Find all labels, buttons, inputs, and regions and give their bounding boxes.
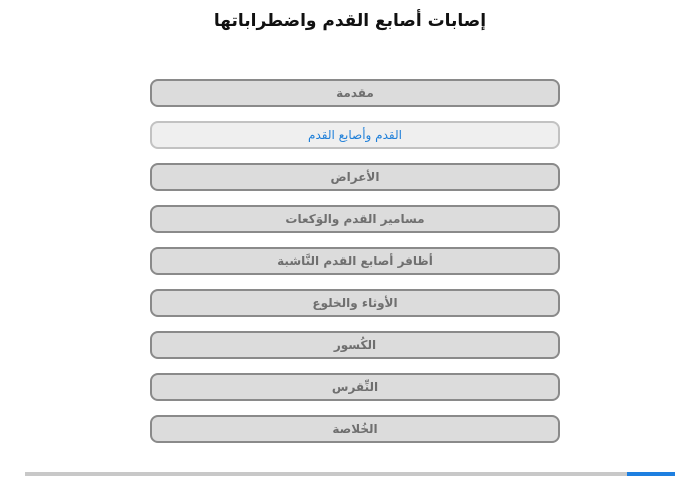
page-title: إصابات أصابع القدم واضطراباتها [213, 11, 487, 31]
menu-item-gout[interactable]: النِّقرس [150, 373, 560, 401]
progress-bar-fill [627, 472, 675, 476]
progress-bar [25, 472, 675, 476]
menu-item-corns-and-bunions[interactable]: مسامير القدم والوَكعات [150, 205, 560, 233]
menu-item-introduction[interactable]: مقدمة [150, 79, 560, 107]
menu-item-summary[interactable]: الخُلاصة [150, 415, 560, 443]
menu-item-foot-and-toes[interactable]: القدم وأصابع القدم [150, 121, 560, 149]
menu-item-symptoms[interactable]: الأعراض [150, 163, 560, 191]
section-menu [150, 79, 560, 457]
menu-item-ingrown-toenails[interactable]: أظافر أصابع القدم النَّاشبة [150, 247, 560, 275]
menu-item-fractures[interactable]: الكُسور [150, 331, 560, 359]
menu-item-sprains-and-dislocations[interactable]: الأوثاء والخلوع [150, 289, 560, 317]
